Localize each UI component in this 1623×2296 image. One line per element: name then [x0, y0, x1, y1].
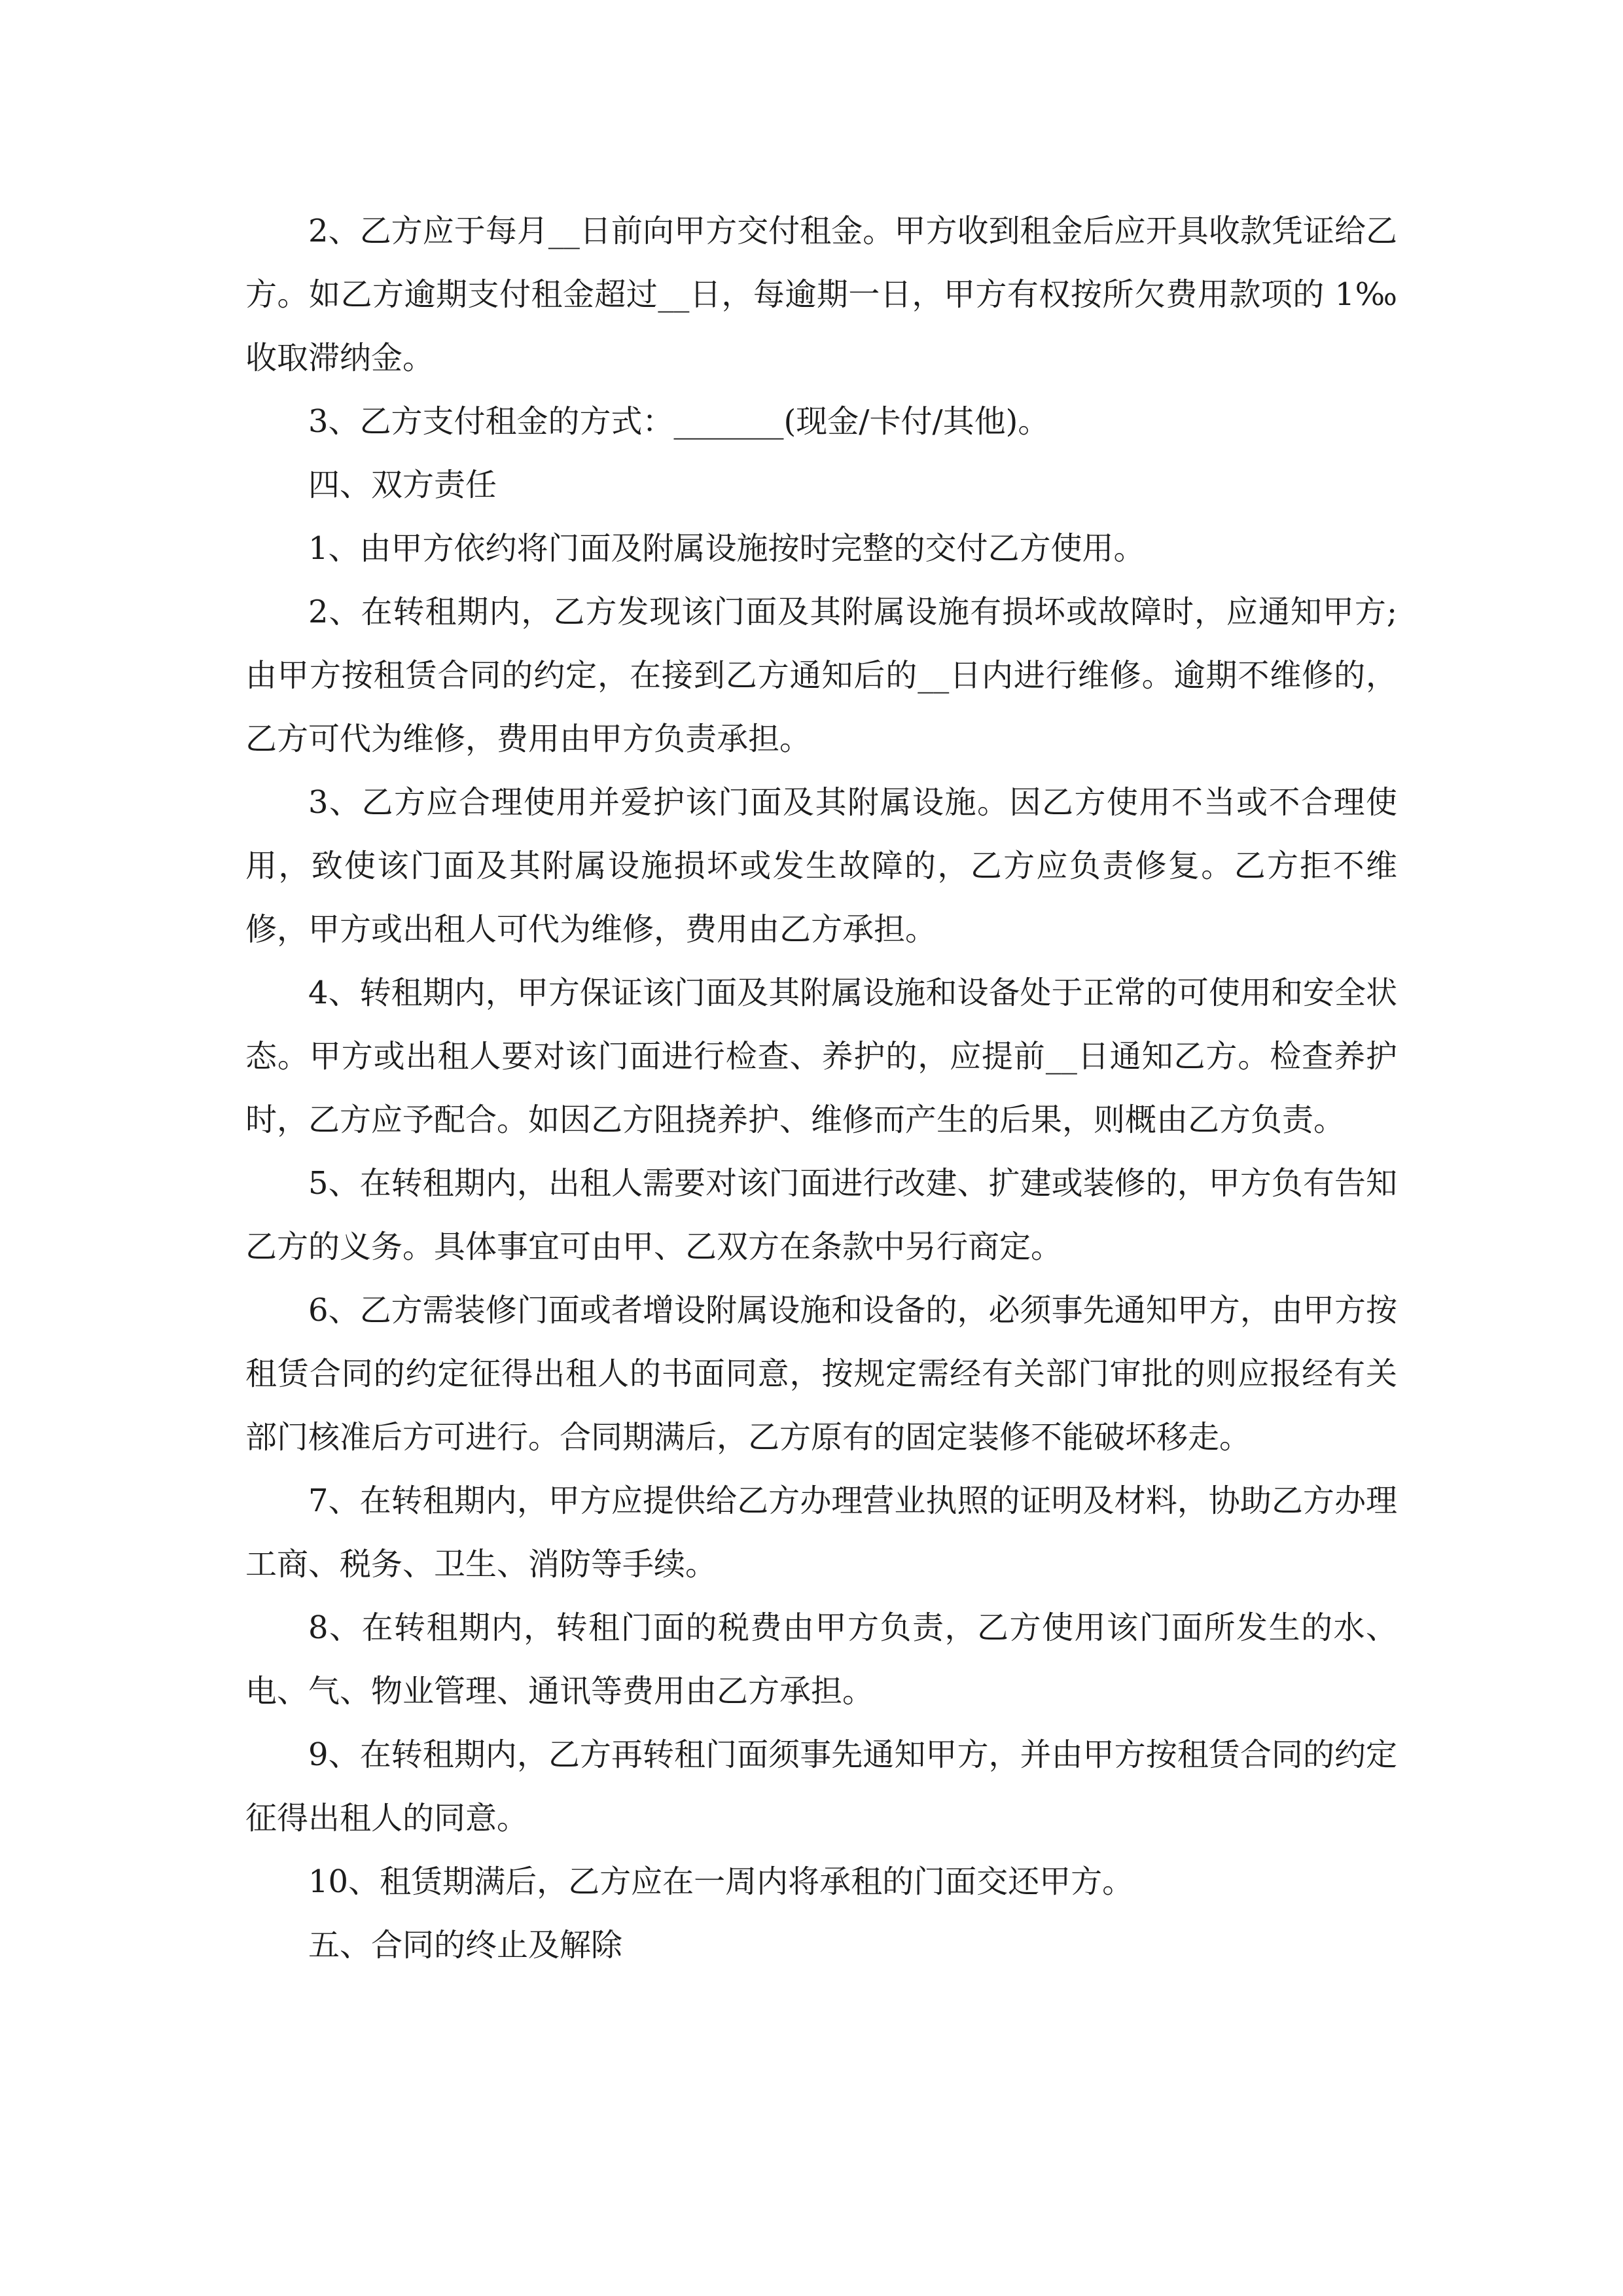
clause-responsibility-1: 1、由甲方依约将门面及附属设施按时完整的交付乙方使用。 — [308, 530, 1145, 567]
clause-responsibility-2: 2、在转租期内，乙方发现该门面及其附属设施有损坏或故障时，应通知甲方;由甲方按租赁合同的约定，在接到乙方通知后的__日内进行维修。逾期不维修的，乙方可代为维修，费用由甲方负责承担。 — [245, 594, 1397, 757]
clause-responsibility-9: 9、在转租期内，乙方再转租门面须事先通知甲方，并由甲方按租赁合同的约定征得出租人的同意。 — [245, 1736, 1397, 1837]
clause-responsibility-8: 8、在转租期内，转租门面的税费由甲方负责，乙方使用该门面所发生的水、电、气、物业管理、通讯等费用由乙方承担。 — [245, 1609, 1397, 1710]
clause-responsibility-5: 5、在转租期内，出租人需要对该门面进行改建、扩建或装修的，甲方负有告知乙方的义务。具体事宜可由甲、乙双方在条款中另行商定。 — [245, 1165, 1397, 1265]
clause-rent-payment-date: 2、乙方应于每月__日前向甲方交付租金。甲方收到租金后应开具收款凭证给乙方。如乙方逾期支付租金超过__日，每逾期一日，甲方有权按所欠费用款项的 1‰收取滞纳金。 — [245, 213, 1397, 376]
section-heading-termination: 五、合同的终止及解除 — [308, 1927, 623, 1964]
clause-responsibility-6: 6、乙方需装修门面或者增设附属设施和设备的，必须事先通知甲方，由甲方按租赁合同的约定征得出租人的书面同意，按规定需经有关部门审批的则应报经有关部门核准后方可进行。合同期满后，乙方原有的固定装修不能破坏移走。 — [245, 1292, 1397, 1456]
clause-responsibility-7: 7、在转租期内，甲方应提供给乙方办理营业执照的证明及材料，协助乙方办理工商、税务、卫生、消防等手续。 — [245, 1482, 1397, 1583]
clause-responsibility-4: 4、转租期内，甲方保证该门面及其附属设施和设备处于正常的可使用和安全状态。甲方或出租人要对该门面进行检查、养护的，应提前__日通知乙方。检查养护时，乙方应予配合。如因乙方阻挠养护、维修而产生的后果，则概由乙方负责。 — [245, 975, 1397, 1138]
clause-responsibility-10: 10、租赁期满后，乙方应在一周内将承租的门面交还甲方。 — [308, 1863, 1134, 1900]
document-body — [245, 200, 1397, 1977]
clause-responsibility-3: 3、乙方应合理使用并爱护该门面及其附属设施。因乙方使用不当或不合理使用，致使该门面及其附属设施损坏或发生故障的，乙方应负责修复。乙方拒不维修，甲方或出租人可代为维修，费用由乙方承担。 — [245, 784, 1397, 948]
section-heading-responsibilities: 四、双方责任 — [308, 467, 497, 503]
clause-rent-payment-method: 3、乙方支付租金的方式：_______(现金/卡付/其他)。 — [308, 403, 1050, 440]
